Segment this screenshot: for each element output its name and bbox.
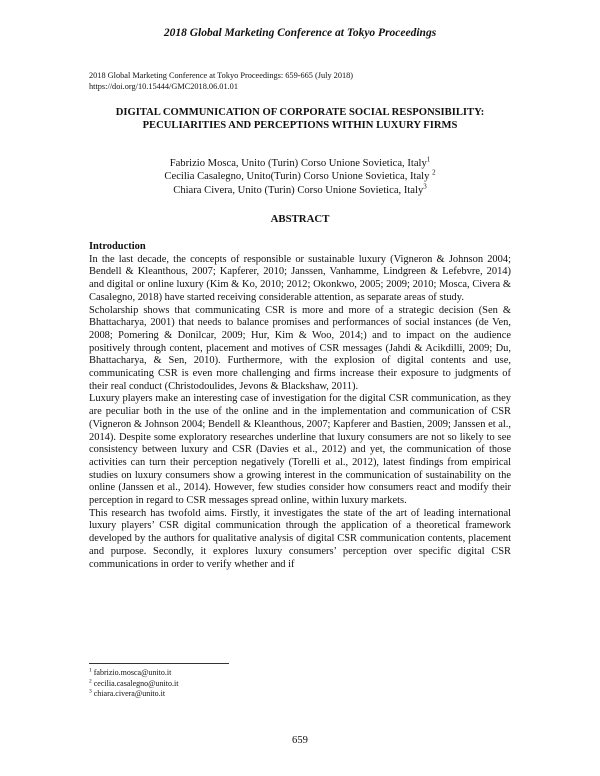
footnote: $^1$ fabrizio.mosca@unito.it xyxy=(89,667,172,677)
footnote: $^2$ cecilia.casalegno@unito.it xyxy=(89,677,179,688)
page-number: 659 xyxy=(292,735,308,746)
footnotes xyxy=(89,668,389,700)
abstract-heading: ABSTRACT xyxy=(270,213,330,225)
doi-line: https://doi.org/10.15444/GMC2018.06.01.01 xyxy=(89,82,238,91)
footnote: $^3$ chiara.civera@unito.it xyxy=(89,688,166,699)
paragraph: In the last decade, the concepts of responsible or sustainable luxury (Vigneron & Johnson 2004; Bendell & Kleanthous, 2007; Kapferer, 2010; Janssen, Vanhamme, Lindgreen & Lefebvre, 2014) and digital or online luxury (Kim & Ko, 2010; 2012; Okonkwo, 2005; 2009; 2010; Mosca, Civera & Casalegno, 2018) have started receiving considerable attention, as separate areas of study. xyxy=(89,253,511,303)
citation-line: 2018 Global Marketing Conference at Tokyo Proceedings: 659-665 (July 2018) xyxy=(89,71,354,80)
citation-block xyxy=(89,70,509,92)
body-text xyxy=(89,241,511,571)
author-line: Cecilia Casalegno, Unito(Turin) Corso Unione Sovietica, Italy $^2$ xyxy=(164,168,436,183)
footnote-mark: 1 xyxy=(426,155,431,164)
author-list xyxy=(89,157,511,197)
paragraph: Luxury players make an interesting case of investigation for the digital CSR communication, as they are peculiar both in the use of the online and in the implementation and communication of CSR (Vigneron & Johnson 2004; Bendell & Kleanthous, 2007; Kapferer and Bastien, 2009; Janssen et al., 2014). Despite some exploratory researches underline that luxury consumers are not so likely to see consistency between luxury and CSR (Davies et al., 2012) and yet, the communication of those activities can turn their perception negatively (Torelli et al., 2012), latest findings from empirical studies on luxury consumers show a growing interest in the communication of sustainability on the online (Janssen et al., 2014). However, few studies consider how consumers react and modify their perception in regard to CSR messages spread online, within luxury markets. xyxy=(89,393,511,507)
paragraph: Scholarship shows that communicating CSR is more and more of a strategic decision (Sen & Bhattacharya, 2001) that needs to balance promises and performances of social instances (de Ven, 2008; Pomering & Donilcar, 2009; Hur, Kim & Woo, 2014;) and to impact on the audience positively through content, placement and motives of CSR messages (Jahdi & Acikdilli, 2009; Du, Bhattacharya, & Sen, 2010). Furthermore, with the explosion of digital contents and use, communicating CSR is even more challenging and firms increase their exposure to judgments of their real conduct (Christodoulides, Jevons & Blackshaw, 2011). xyxy=(89,304,511,392)
footnote-mark: 2 xyxy=(432,168,436,177)
section-heading: Introduction xyxy=(89,241,146,252)
paper-title: DIGITAL COMMUNICATION OF CORPORATE SOCIAL RESPONSIBILITY: PECULIARITIES AND PERCEPTIONS WITHIN LUXURY FIRMS xyxy=(115,107,485,132)
footnote-divider xyxy=(89,663,229,664)
paragraph: This research has twofold aims. Firstly, it investigates the state of the art of leading international luxury players’ CSR digital communication through the application of a theoretical framework developed by the authors for qualitative analysis of digital CSR communication contents, placement and purpose. Secondly, it explores luxury consumers’ perception over specific digital CSR communications in order to verify whether and if xyxy=(89,507,511,570)
running-header: 2018 Global Marketing Conference at Tokyo Proceedings xyxy=(163,27,437,39)
footnote-email: chiara.civera@unito.it xyxy=(93,689,166,699)
footnote-email: fabrizio.mosca@unito.it xyxy=(93,668,172,677)
author-line: Chiara Civera, Unito (Turin) Corso Unione Sovietica, Italy$^3$ xyxy=(173,182,427,196)
author-line: Fabrizio Mosca, Unito (Turin) Corso Unione Sovietica, Italy$^1$ xyxy=(169,155,431,169)
footnote-email: cecilia.casalegno@unito.it xyxy=(93,678,179,688)
footnote-mark: 3 xyxy=(423,182,427,191)
